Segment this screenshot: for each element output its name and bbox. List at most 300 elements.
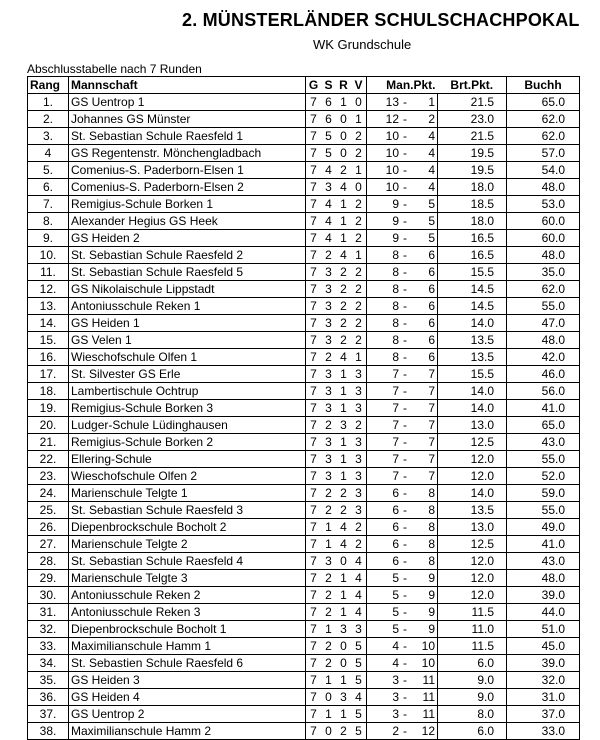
cell-games: 7 <box>306 451 322 468</box>
cell-rang: 36. <box>28 689 69 706</box>
cell-buchholz: 55.0 <box>507 451 580 468</box>
cell-rang: 11. <box>28 264 69 281</box>
cell-wins: 6 <box>321 111 336 128</box>
cell-draws: 1 <box>336 434 351 451</box>
cell-match-points-against: 4 <box>409 145 438 162</box>
cell-team: St. Sebastian Schule Raesfeld 1 <box>69 128 306 145</box>
table-row <box>28 366 580 383</box>
cell-team: Lambertischule Ochtrup <box>69 383 306 400</box>
table-row <box>28 264 580 281</box>
cell-separator: - <box>403 655 407 670</box>
cell-draws: 1 <box>336 468 351 485</box>
cell-wins: 2 <box>321 655 336 672</box>
cell-rang: 18. <box>28 383 69 400</box>
cell-buchholz: 43.0 <box>507 434 580 451</box>
cell-separator: - <box>403 383 407 398</box>
cell-wins: 3 <box>321 383 336 400</box>
cell-wins: 5 <box>321 128 336 145</box>
cell-match-points-for: 3 <box>367 689 402 706</box>
cell-board-points: 21.5 <box>438 128 507 145</box>
cell-losses: 1 <box>351 349 367 366</box>
cell-losses: 3 <box>351 451 367 468</box>
cell-team: Comenius-S. Paderborn-Elsen 1 <box>69 162 306 179</box>
cell-losses: 4 <box>351 604 367 621</box>
cell-rang: 31. <box>28 604 69 621</box>
cell-draws: 0 <box>336 638 351 655</box>
cell-draws: 3 <box>336 621 351 638</box>
cell-board-points: 18.0 <box>438 179 507 196</box>
cell-match-points-for: 8 <box>367 315 402 332</box>
cell-separator: - <box>403 349 407 364</box>
cell-board-points: 12.0 <box>438 553 507 570</box>
cell-draws: 1 <box>336 672 351 689</box>
cell-match-points-against: 9 <box>409 570 438 587</box>
cell-draws: 3 <box>336 689 351 706</box>
cell-match-points-for: 8 <box>367 247 402 264</box>
cell-games: 7 <box>306 621 322 638</box>
cell-rang: 23. <box>28 468 69 485</box>
table-row <box>28 315 580 332</box>
cell-board-points: 14.5 <box>438 281 507 298</box>
cell-rang: 25. <box>28 502 69 519</box>
cell-match-points-against: 5 <box>409 213 438 230</box>
header-wins: S <box>321 77 336 94</box>
table-body <box>28 94 580 740</box>
cell-board-points: 14.0 <box>438 485 507 502</box>
cell-draws: 0 <box>336 128 351 145</box>
cell-match-points-against: 8 <box>409 553 438 570</box>
cell-games: 7 <box>306 298 322 315</box>
cell-rang: 16. <box>28 349 69 366</box>
cell-board-points: 14.0 <box>438 315 507 332</box>
table-row <box>28 434 580 451</box>
cell-board-points: 9.0 <box>438 672 507 689</box>
cell-draws: 4 <box>336 519 351 536</box>
cell-rang: 24. <box>28 485 69 502</box>
cell-games: 7 <box>306 332 322 349</box>
table-row <box>28 604 580 621</box>
cell-draws: 1 <box>336 196 351 213</box>
cell-separator: - <box>403 145 407 160</box>
cell-draws: 2 <box>336 315 351 332</box>
cell-board-points: 13.0 <box>438 519 507 536</box>
cell-separator: - <box>403 672 407 687</box>
cell-buchholz: 31.0 <box>507 689 580 706</box>
cell-rang: 9. <box>28 230 69 247</box>
cell-board-points: 19.5 <box>438 145 507 162</box>
cell-separator: - <box>403 485 407 500</box>
cell-games: 7 <box>306 349 322 366</box>
cell-match-points-for: 2 <box>367 723 402 740</box>
table-row <box>28 94 580 111</box>
cell-games: 7 <box>306 434 322 451</box>
cell-draws: 2 <box>336 298 351 315</box>
cell-rang: 35. <box>28 672 69 689</box>
cell-buchholz: 32.0 <box>507 672 580 689</box>
table-row <box>28 723 580 740</box>
cell-buchholz: 33.0 <box>507 723 580 740</box>
cell-rang: 33. <box>28 638 69 655</box>
cell-losses: 2 <box>351 417 367 434</box>
cell-buchholz: 53.0 <box>507 196 580 213</box>
cell-separator: - <box>403 230 407 245</box>
cell-rang: 34. <box>28 655 69 672</box>
cell-separator: - <box>403 366 407 381</box>
cell-losses: 3 <box>351 621 367 638</box>
cell-wins: 2 <box>321 417 336 434</box>
cell-board-points: 11.0 <box>438 621 507 638</box>
cell-buchholz: 57.0 <box>507 145 580 162</box>
cell-draws: 1 <box>336 400 351 417</box>
cell-separator: - <box>403 196 407 211</box>
cell-match-points-for: 4 <box>367 655 402 672</box>
cell-match-points-against: 7 <box>409 417 438 434</box>
cell-games: 7 <box>306 400 322 417</box>
cell-buchholz: 55.0 <box>507 298 580 315</box>
cell-separator: - <box>403 281 407 296</box>
cell-match-points-against: 8 <box>409 502 438 519</box>
cell-draws: 1 <box>336 230 351 247</box>
cell-board-points: 15.5 <box>438 264 507 281</box>
cell-rang: 13. <box>28 298 69 315</box>
cell-draws: 4 <box>336 179 351 196</box>
cell-board-points: 12.5 <box>438 434 507 451</box>
table-row <box>28 111 580 128</box>
table-row <box>28 400 580 417</box>
cell-match-points-against: 9 <box>409 621 438 638</box>
cell-match-points-for: 13 <box>367 94 402 111</box>
cell-match-points-against: 7 <box>409 451 438 468</box>
cell-buchholz: 41.0 <box>507 536 580 553</box>
cell-board-points: 6.0 <box>438 723 507 740</box>
cell-losses: 1 <box>351 162 367 179</box>
cell-rang: 21. <box>28 434 69 451</box>
cell-losses: 5 <box>351 706 367 723</box>
cell-losses: 2 <box>351 264 367 281</box>
table-row <box>28 383 580 400</box>
cell-match-points-against: 11 <box>409 689 438 706</box>
cell-board-points: 11.5 <box>438 638 507 655</box>
cell-draws: 1 <box>336 383 351 400</box>
cell-wins: 4 <box>321 196 336 213</box>
cell-rang: 19. <box>28 400 69 417</box>
cell-separator: - <box>403 723 407 738</box>
cell-separator: - <box>403 519 407 534</box>
cell-match-points-for: 8 <box>367 332 402 349</box>
cell-match-points-against: 8 <box>409 485 438 502</box>
cell-draws: 0 <box>336 145 351 162</box>
cell-buchholz: 59.0 <box>507 485 580 502</box>
cell-losses: 3 <box>351 366 367 383</box>
cell-match-points-against: 7 <box>409 366 438 383</box>
cell-draws: 1 <box>336 366 351 383</box>
cell-team: Wieschofschule Olfen 2 <box>69 468 306 485</box>
cell-draws: 1 <box>336 706 351 723</box>
cell-board-points: 14.5 <box>438 298 507 315</box>
cell-games: 7 <box>306 519 322 536</box>
cell-games: 7 <box>306 553 322 570</box>
cell-separator: - <box>403 706 407 721</box>
cell-match-points-for: 7 <box>367 383 402 400</box>
cell-wins: 1 <box>321 519 336 536</box>
cell-separator: - <box>403 315 407 330</box>
cell-draws: 1 <box>336 451 351 468</box>
cell-match-points-for: 3 <box>367 672 402 689</box>
cell-rang: 12. <box>28 281 69 298</box>
cell-games: 7 <box>306 502 322 519</box>
cell-wins: 3 <box>321 332 336 349</box>
table-row <box>28 536 580 553</box>
cell-match-points-for: 10 <box>367 128 402 145</box>
cell-team: Marienschule Telgte 3 <box>69 570 306 587</box>
header-team: Mannschaft <box>69 77 306 94</box>
cell-match-points-for: 12 <box>367 111 402 128</box>
cell-match-points-against: 5 <box>409 230 438 247</box>
cell-team: Marienschule Telgte 2 <box>69 536 306 553</box>
cell-losses: 3 <box>351 400 367 417</box>
cell-losses: 4 <box>351 587 367 604</box>
cell-team: Remigius-Schule Borken 3 <box>69 400 306 417</box>
cell-separator: - <box>403 264 407 279</box>
cell-losses: 3 <box>351 502 367 519</box>
cell-match-points-for: 10 <box>367 162 402 179</box>
cell-match-points-for: 9 <box>367 196 402 213</box>
cell-rang: 26. <box>28 519 69 536</box>
cell-games: 7 <box>306 587 322 604</box>
cell-match-points-for: 7 <box>367 417 402 434</box>
cell-buchholz: 51.0 <box>507 621 580 638</box>
cell-match-points-for: 8 <box>367 264 402 281</box>
cell-board-points: 12.0 <box>438 587 507 604</box>
cell-separator: - <box>403 587 407 602</box>
cell-draws: 3 <box>336 417 351 434</box>
cell-separator: - <box>403 553 407 568</box>
cell-games: 7 <box>306 366 322 383</box>
cell-rang: 17. <box>28 366 69 383</box>
cell-losses: 2 <box>351 315 367 332</box>
cell-team: GS Velen 1 <box>69 332 306 349</box>
cell-wins: 3 <box>321 281 336 298</box>
cell-losses: 2 <box>351 145 367 162</box>
table-row <box>28 417 580 434</box>
cell-team: GS Nikolaischule Lippstadt <box>69 281 306 298</box>
cell-separator: - <box>403 298 407 313</box>
cell-match-points-against: 7 <box>409 468 438 485</box>
cell-rang: 37. <box>28 706 69 723</box>
cell-draws: 2 <box>336 281 351 298</box>
cell-team: GS Uentrop 2 <box>69 706 306 723</box>
cell-board-points: 14.0 <box>438 383 507 400</box>
table-header <box>28 77 580 94</box>
table-row <box>28 672 580 689</box>
table-row <box>28 332 580 349</box>
page-title: 2. MÜNSTERLÄNDER SCHULSCHACHPOKAL <box>182 10 580 30</box>
cell-losses: 2 <box>351 536 367 553</box>
cell-separator: - <box>403 689 407 704</box>
cell-separator: - <box>403 417 407 432</box>
cell-wins: 3 <box>321 179 336 196</box>
header-losses: V <box>351 77 367 94</box>
cell-losses: 3 <box>351 485 367 502</box>
cell-match-points-for: 8 <box>367 298 402 315</box>
cell-rang: 7. <box>28 196 69 213</box>
cell-rang: 29. <box>28 570 69 587</box>
cell-buchholz: 55.0 <box>507 502 580 519</box>
cell-separator: - <box>403 451 407 466</box>
cell-rang: 20. <box>28 417 69 434</box>
cell-games: 7 <box>306 179 322 196</box>
cell-draws: 2 <box>336 502 351 519</box>
cell-games: 7 <box>306 94 322 111</box>
cell-match-points-against: 6 <box>409 247 438 264</box>
cell-wins: 2 <box>321 638 336 655</box>
cell-rang: 30. <box>28 587 69 604</box>
cell-match-points-for: 7 <box>367 451 402 468</box>
cell-buchholz: 39.0 <box>507 587 580 604</box>
cell-wins: 3 <box>321 468 336 485</box>
cell-losses: 5 <box>351 638 367 655</box>
cell-board-points: 18.0 <box>438 213 507 230</box>
cell-buchholz: 44.0 <box>507 604 580 621</box>
cell-team: Antoniusschule Reken 1 <box>69 298 306 315</box>
cell-board-points: 15.5 <box>438 366 507 383</box>
cell-losses: 1 <box>351 111 367 128</box>
cell-losses: 2 <box>351 128 367 145</box>
cell-match-points-against: 6 <box>409 315 438 332</box>
cell-wins: 3 <box>321 264 336 281</box>
cell-games: 7 <box>306 536 322 553</box>
cell-match-points-for: 5 <box>367 570 402 587</box>
cell-wins: 1 <box>321 621 336 638</box>
cell-rang: 27. <box>28 536 69 553</box>
cell-wins: 3 <box>321 451 336 468</box>
cell-wins: 2 <box>321 604 336 621</box>
cell-board-points: 19.5 <box>438 162 507 179</box>
cell-draws: 2 <box>336 264 351 281</box>
cell-games: 7 <box>306 570 322 587</box>
cell-separator: - <box>403 468 407 483</box>
cell-board-points: 12.5 <box>438 536 507 553</box>
cell-team: Maximilianschule Hamm 2 <box>69 723 306 740</box>
table-row <box>28 128 580 145</box>
cell-match-points-for: 7 <box>367 434 402 451</box>
cell-buchholz: 48.0 <box>507 179 580 196</box>
cell-losses: 0 <box>351 94 367 111</box>
cell-rang: 38. <box>28 723 69 740</box>
cell-wins: 6 <box>321 94 336 111</box>
cell-losses: 2 <box>351 196 367 213</box>
cell-buchholz: 39.0 <box>507 655 580 672</box>
cell-match-points-against: 8 <box>409 536 438 553</box>
cell-team: St. Sebastian Schule Raesfeld 2 <box>69 247 306 264</box>
cell-board-points: 12.0 <box>438 570 507 587</box>
table-row <box>28 281 580 298</box>
cell-buchholz: 62.0 <box>507 111 580 128</box>
cell-match-points-for: 9 <box>367 230 402 247</box>
cell-team: Wieschofschule Olfen 1 <box>69 349 306 366</box>
cell-wins: 2 <box>321 349 336 366</box>
table-row <box>28 179 580 196</box>
header-board-points: Brt.Pkt. <box>438 77 507 94</box>
table-row <box>28 621 580 638</box>
cell-buchholz: 60.0 <box>507 213 580 230</box>
cell-buchholz: 37.0 <box>507 706 580 723</box>
cell-wins: 3 <box>321 400 336 417</box>
cell-games: 7 <box>306 638 322 655</box>
cell-games: 7 <box>306 111 322 128</box>
table-row <box>28 485 580 502</box>
cell-match-points-against: 5 <box>409 196 438 213</box>
cell-separator: - <box>403 247 407 262</box>
cell-separator: - <box>403 111 407 126</box>
cell-board-points: 9.0 <box>438 689 507 706</box>
cell-rang: 22. <box>28 451 69 468</box>
cell-losses: 1 <box>351 247 367 264</box>
cell-match-points-against: 6 <box>409 264 438 281</box>
table-row <box>28 230 580 247</box>
cell-match-points-against: 7 <box>409 434 438 451</box>
cell-match-points-for: 9 <box>367 213 402 230</box>
cell-match-points-against: 6 <box>409 349 438 366</box>
cell-team: GS Heiden 1 <box>69 315 306 332</box>
cell-match-points-for: 7 <box>367 400 402 417</box>
table-row <box>28 349 580 366</box>
cell-buchholz: 45.0 <box>507 638 580 655</box>
cell-draws: 1 <box>336 587 351 604</box>
cell-match-points-against: 4 <box>409 128 438 145</box>
cell-rang: 6. <box>28 179 69 196</box>
cell-games: 7 <box>306 655 322 672</box>
cell-draws: 4 <box>336 247 351 264</box>
cell-match-points-against: 2 <box>409 111 438 128</box>
table-row <box>28 570 580 587</box>
cell-games: 7 <box>306 247 322 264</box>
cell-rang: 10. <box>28 247 69 264</box>
cell-match-points-for: 7 <box>367 468 402 485</box>
table-caption: Abschlusstabelle nach 7 Runden <box>27 62 202 76</box>
cell-rang: 32. <box>28 621 69 638</box>
cell-buchholz: 52.0 <box>507 468 580 485</box>
table-row <box>28 689 580 706</box>
table-row <box>28 706 580 723</box>
cell-board-points: 11.5 <box>438 604 507 621</box>
cell-buchholz: 60.0 <box>507 230 580 247</box>
cell-wins: 3 <box>321 298 336 315</box>
cell-separator: - <box>403 400 407 415</box>
header-rang: Rang <box>28 77 69 94</box>
cell-rang: 28. <box>28 553 69 570</box>
table-row <box>28 587 580 604</box>
cell-games: 7 <box>306 230 322 247</box>
cell-team: GS Heiden 3 <box>69 672 306 689</box>
page-subtitle: WK Grundschule <box>313 37 412 52</box>
cell-wins: 2 <box>321 502 336 519</box>
cell-team: St. Silvester GS Erle <box>69 366 306 383</box>
cell-losses: 5 <box>351 672 367 689</box>
cell-rang: 15. <box>28 332 69 349</box>
cell-draws: 1 <box>336 604 351 621</box>
cell-wins: 4 <box>321 230 336 247</box>
cell-team: Ellering-Schule <box>69 451 306 468</box>
cell-team: Antoniusschule Reken 3 <box>69 604 306 621</box>
cell-games: 7 <box>306 672 322 689</box>
cell-buchholz: 47.0 <box>507 315 580 332</box>
cell-match-points-for: 5 <box>367 587 402 604</box>
cell-match-points-against: 4 <box>409 179 438 196</box>
cell-match-points-against: 7 <box>409 383 438 400</box>
cell-buchholz: 65.0 <box>507 417 580 434</box>
cell-match-points-for: 5 <box>367 604 402 621</box>
